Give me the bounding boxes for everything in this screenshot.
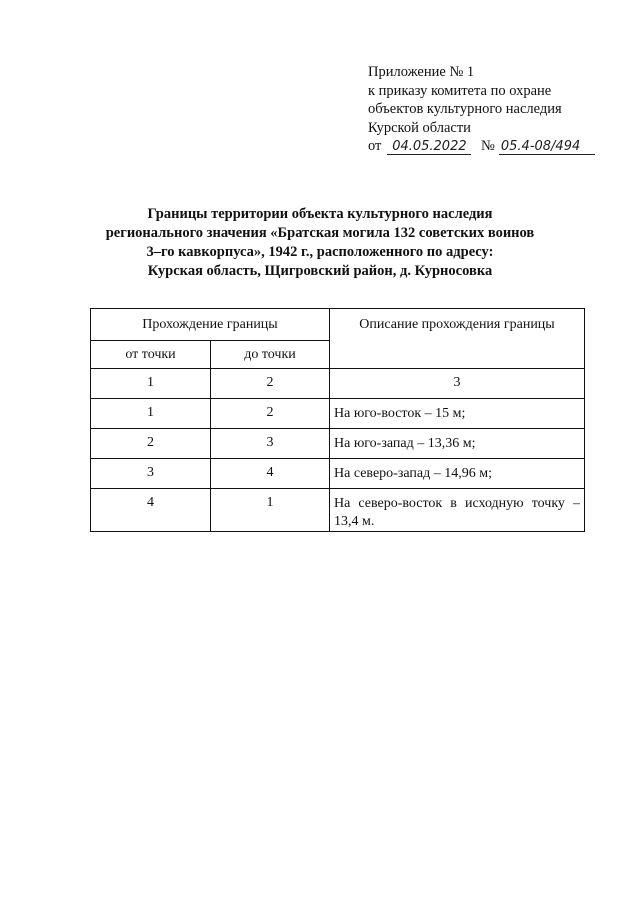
numbering-row — [91, 369, 585, 399]
from-point-cell: 2 — [91, 429, 211, 459]
date-prefix: от — [368, 138, 382, 154]
order-number: 05.4-08/494 — [499, 139, 595, 155]
title-line-2: регионального значения «Братская могила 132 советских воинов — [105, 225, 535, 241]
table-row — [91, 489, 585, 532]
header-description: Описание прохождения границы — [330, 309, 585, 369]
to-point-cell: 4 — [211, 459, 330, 489]
table-row — [91, 429, 585, 459]
numbering-cell: 1 — [91, 369, 211, 399]
numbering-cell: 2 — [211, 369, 330, 399]
table-row — [91, 459, 585, 489]
number-prefix: № — [481, 138, 495, 154]
appendix-committee-line: объектов культурного наследия — [368, 101, 562, 117]
title-line-1: Границы территории объекта культурного наследия — [147, 206, 493, 222]
title-line-4: Курская область, Щигровский район, д. Курносовка — [147, 263, 493, 279]
description-cell: На северо-восток в исходную точку – 13,4 м. — [330, 489, 585, 532]
table-row — [91, 399, 585, 429]
description-cell: На северо-запад – 14,96 м; — [330, 459, 585, 489]
numbering-cell: 3 — [330, 369, 585, 399]
header-to: до точки — [211, 341, 330, 369]
order-date-number — [368, 137, 595, 156]
appendix-block — [368, 63, 595, 156]
appendix-title: Приложение № 1 — [368, 64, 475, 80]
boundary-table — [90, 308, 585, 532]
description-cell: На юго-запад – 13,36 м; — [330, 429, 585, 459]
document-title — [90, 205, 550, 281]
title-line-3: 3–го кавкорпуса», 1942 г., расположенного по адресу: — [146, 244, 494, 260]
to-point-cell: 2 — [211, 399, 330, 429]
header-passage: Прохождение границы — [91, 309, 330, 341]
order-date: 04.05.2022 — [387, 139, 471, 155]
description-cell: На юго-восток – 15 м; — [330, 399, 585, 429]
to-point-cell: 3 — [211, 429, 330, 459]
from-point-cell: 4 — [91, 489, 211, 532]
to-point-cell: 1 — [211, 489, 330, 532]
header-from: от точки — [91, 341, 211, 369]
from-point-cell: 1 — [91, 399, 211, 429]
from-point-cell: 3 — [91, 459, 211, 489]
appendix-region-line: Курской области — [368, 119, 471, 136]
appendix-order-line: к приказу комитета по охране — [368, 82, 552, 99]
